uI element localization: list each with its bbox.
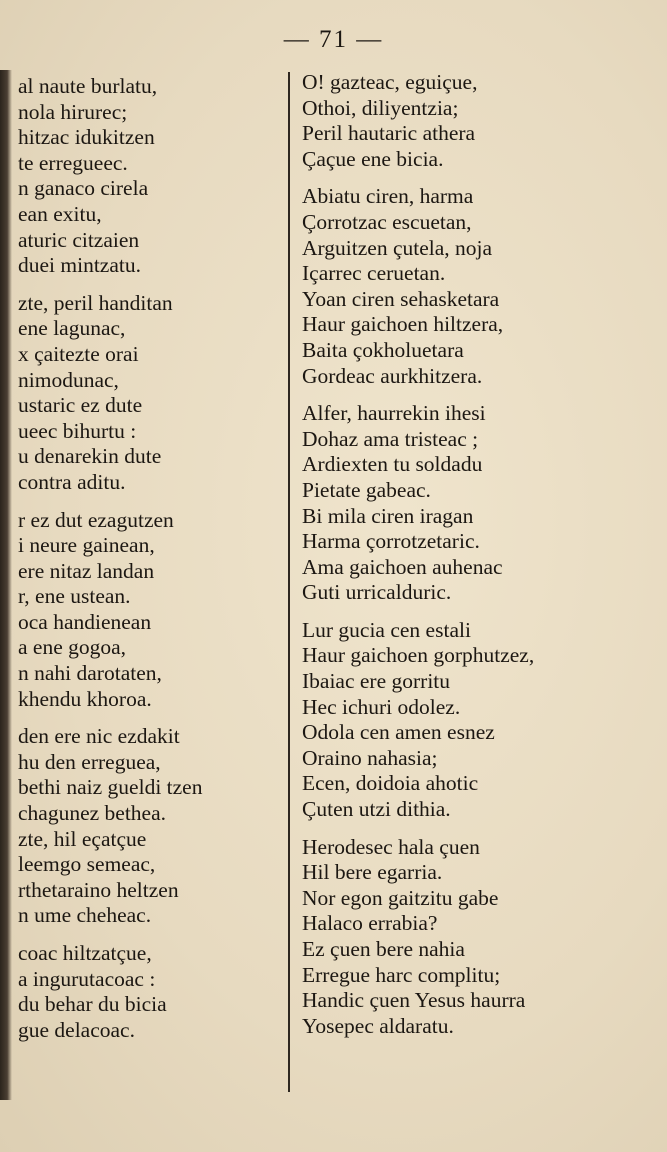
verse-line: Ibaiac ere gorritu: [302, 669, 451, 694]
verse-line: aturic citzaien: [18, 227, 140, 252]
verse-line: Erregue harc complitu;: [302, 962, 501, 987]
verse-line: i neure gainean,: [18, 533, 155, 558]
verse-line: al naute burlatu,: [18, 74, 158, 98]
verse-line: Baita çokholuetara: [302, 337, 464, 362]
verse-line: Çaçue ene bicia.: [302, 146, 444, 171]
stanza: [18, 74, 202, 279]
verse-line: n ume cheheac.: [18, 903, 152, 928]
column-divider: [288, 72, 290, 1092]
verse-line: Handic çuen Yesus haurra: [302, 988, 526, 1013]
right-column: [302, 70, 534, 1051]
verse-line: zte, hil eçatçue: [18, 826, 147, 851]
verse-line: Abiatu ciren, harma: [302, 184, 474, 209]
verse-line: Haur gaichoen hiltzera,: [302, 312, 504, 337]
verse-line: duei mintzatu.: [18, 253, 141, 278]
stanza: [302, 184, 534, 389]
verse-line: Bi mila ciren iragan: [302, 503, 474, 528]
verse-line: Nor egon gaitzitu gabe: [302, 885, 499, 910]
verse-line: nola hirurec;: [18, 99, 128, 124]
verse-line: rthetaraino heltzen: [18, 877, 179, 902]
verse-line: khendu khoroa.: [18, 686, 152, 711]
verse-line: nimodunac,: [18, 367, 119, 392]
verse-line: Lur gucia cen estali: [302, 617, 471, 642]
book-binding-edge: [0, 70, 12, 1100]
verse-line: du behar du bicia: [18, 992, 167, 1017]
verse-line: x çaitezte orai: [18, 341, 139, 366]
verse-line: hitzac idukitzen: [18, 125, 155, 150]
verse-line: Çuten utzi dithia.: [302, 797, 451, 822]
verse-line: Oraino nahasia;: [302, 745, 438, 770]
verse-line: Harma çorrotzetaric.: [302, 529, 480, 554]
verse-line: r ez dut ezagutzen: [18, 507, 174, 532]
verse-line: hu den erreguea,: [18, 749, 161, 774]
verse-line: Yosepec aldaratu.: [302, 1013, 454, 1038]
stanza: [302, 835, 534, 1040]
verse-line: Peril hautaric athera: [302, 121, 476, 146]
verse-line: Haur gaichoen gorphutzez,: [302, 643, 535, 668]
stanza: [18, 508, 202, 713]
verse-line: Ez çuen bere nahia: [302, 937, 465, 961]
verse-line: bethi naiz gueldi tzen: [18, 775, 203, 800]
verse-line: Alfer, haurrekin ihesi: [302, 401, 486, 426]
verse-line: Arguitzen çutela, noja: [302, 235, 493, 260]
verse-line: Ardiexten tu soldadu: [302, 452, 483, 477]
verse-line: leemgo semeac,: [18, 852, 156, 877]
verse-line: Herodesec hala çuen: [302, 834, 480, 859]
verse-line: ene lagunac,: [18, 316, 126, 341]
stanza: [18, 724, 202, 929]
verse-line: den ere nic ezdakit: [18, 724, 180, 749]
verse-line: Odola cen amen esnez: [302, 720, 495, 745]
verse-line: ean exitu,: [18, 201, 102, 226]
verse-line: O! gazteac, eguiçue,: [302, 70, 478, 94]
verse-line: gue delacoac.: [18, 1017, 135, 1042]
verse-line: coac hiltzatçue,: [18, 941, 152, 965]
verse-line: Ecen, doidoia ahotic: [302, 771, 479, 796]
verse-line: Pietate gabeac.: [302, 477, 431, 502]
verse-line: Yoan ciren sehasketara: [302, 286, 500, 311]
verse-line: u denarekin dute: [18, 444, 162, 469]
verse-line: Hil bere egarria.: [302, 860, 443, 885]
verse-line: Othoi, diliyentzia;: [302, 95, 459, 120]
verse-line: ere nitaz landan: [18, 558, 155, 583]
verse-line: Ama gaichoen auhenac: [302, 554, 503, 579]
verse-line: contra aditu.: [18, 469, 126, 494]
verse-line: te erregueec.: [18, 150, 128, 175]
verse-line: Guti urricalduric.: [302, 580, 452, 605]
verse-line: n ganaco cirela: [18, 176, 149, 201]
verse-line: zte, peril handitan: [18, 290, 173, 315]
stanza: [18, 291, 202, 496]
page-number: — 71 —: [283, 26, 384, 53]
verse-line: n nahi darotaten,: [18, 661, 162, 686]
verse-line: r, ene ustean.: [18, 584, 131, 609]
verse-line: Hec ichuri odolez.: [302, 694, 461, 719]
verse-line: chagunez bethea.: [18, 801, 167, 826]
verse-line: ueec bihurtu :: [18, 418, 137, 443]
verse-line: a ene gogoa,: [18, 635, 127, 660]
verse-line: Halaco errabia?: [302, 911, 438, 936]
stanza: [302, 401, 534, 606]
stanza: [18, 941, 202, 1043]
stanza: [302, 70, 534, 172]
verse-line: Dohaz ama tristeac ;: [302, 426, 479, 451]
verse-line: a ingurutacoac :: [18, 966, 156, 991]
verse-line: Gordeac aurkhitzera.: [302, 363, 483, 388]
verse-line: ustaric ez dute: [18, 393, 143, 418]
verse-line: oca handienean: [18, 609, 152, 634]
left-column: [18, 74, 202, 1055]
verse-line: Çorrotzac escuetan,: [302, 209, 472, 234]
verse-line: Içarrec ceruetan.: [302, 261, 446, 286]
stanza: [302, 618, 534, 823]
